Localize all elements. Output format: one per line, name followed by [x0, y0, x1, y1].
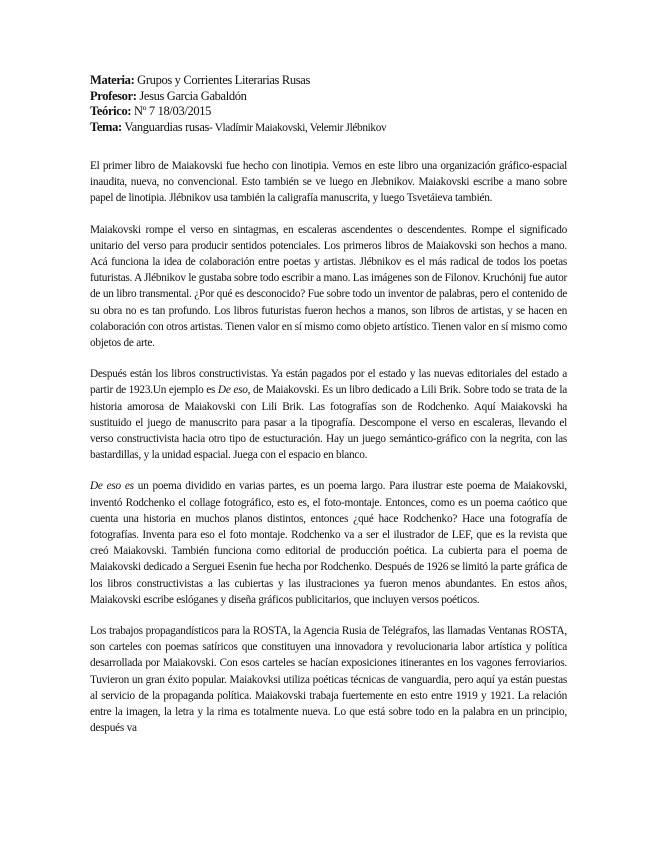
paragraph-3 — [90, 366, 567, 463]
lecture-value: Nº 7 18/03/2015 — [131, 104, 212, 118]
paragraph-3-text-a: Después están los libros constructivistas. Ya están pagados por el estado y las nuevas editoriales del estado a partir de 1923.Un ejemplo es — [90, 368, 567, 397]
subject-value: Grupos y Corrientes Literarias Rusas — [134, 73, 310, 87]
lecture-label: Teórico: — [90, 104, 132, 118]
paragraph-5: Los trabajos propagandísticos para la ROSTA, la Agencia Rusia de Telégrafos, las llamadas Ventanas ROSTA, son carteles con poemas satíricos que constituyen una innovadora y revolucionaria labor artística y política desarrollada por Maiakovski. Con esos carteles se hacían exposiciones itinerantes en los vagones ferroviarios. Tuvieron un gran éxito popular. Maiakovksi utiliza poéticas técnicas de vanguardia, pero aquí ya están puestas al servicio de la propaganda política. Maiakovski trabaja fuertemente en esto entre 1919 y 1921. La relación entre la imagen, la letra y la rima es totalmente nueva. Lo que está sobre todo en la palabra en un principio, después va — [90, 625, 567, 735]
subject-label: Materia: — [90, 73, 135, 87]
topic-value-detail: - Vladímir Maiakovski, Velemir Jlébnikov — [209, 121, 387, 134]
topic-value: Vanguardias rusas — [121, 119, 210, 134]
paragraph-4-text: un poema dividido en varias partes, es un poema largo. Para ilustrar este poema de Maiakovski, inventó Rodchenko el collage fotográfico, esto es, el foto-montaje. Entonces, como es un poema caótico que cuenta una historia en muchos planos distintos, entonces ¿qué hace Rodchenko? Hace una fotografía de fotografías. Inventa para eso el foto montaje. Rodchenko va a ser el ilustrador de LEF, que es la revista que creó Maiakovski. También funciona como editorial de producción poética. La cubierta para el poema de Maiakovski dedicado a Serguei Esenin fue hecha por Rodchenko. Después de 1926 se limitó la parte gráfica de los libros constructivistas a las cubiertas y las ilustraciones ya fueron menos abundantes. En estos años, Maiakovski escribe eslóganes y diseña gráficos publicitarios, que incluyen versos poéticos. — [90, 480, 567, 606]
topic-line — [90, 120, 570, 137]
paragraph-3-text-b: , de Maiakovski. Es un libro dedicado a Lili Brik. Sobre todo se trata de la historia amorosa de Maiakovski con Lili Brik. Las fotografías son de Rodchenko. Aquí Maiakovski ha sustituido el juego de manuscrito para pasar a la tipografía. Descompone el verso en escaleras, llevando el verso constructivista hacia otro tipo de estucturación. Hay un juego semántico-gráfico con la negrita, con las bastardillas, y la unidad espacial. Juega con el espacio en blanco. — [90, 384, 567, 462]
professor-value: Jesus Garcia Gabaldón — [136, 88, 247, 103]
book-title-de-eso: De eso — [217, 384, 248, 397]
topic-label: Tema: — [90, 119, 122, 134]
paragraph-2: Maiakovski rompe el verso en sintagmas, en escaleras ascendentes o descendentes. Rompe el significado unitario del verso para producir sentidos potenciales. Los primeros libros de Maiakovski son hechos a mano. Acá funciona la idea de colaboración entre poetas y artistas. Jlébnikov es el más radical de todos los poetas futuristas. A Jlébnikov le gustaba sobre todo escribir a mano. Las imágenes son de Filonov. Kruchónij fue autor de un libro transmental. ¿Por qué es desconocido? Fue sobre todo un inventor de palabras, pero el contenido de su obra no es tan profundo. Los libros futuristas fueron hechos a manos, son libros de artistas, y se hacen en colaboración con otros artistas. Tienen valor en sí mismo como objeto artístico. Tienen valor en sí mismo como objetos de arte. — [90, 223, 567, 350]
professor-line — [90, 89, 570, 105]
subject-line — [90, 73, 570, 89]
book-title-de-eso-es: De eso es — [90, 480, 134, 493]
professor-label: Profesor: — [90, 88, 137, 103]
paragraph-4 — [90, 478, 567, 608]
document-body — [90, 158, 567, 737]
paragraph-1: El primer libro de Maiakovski fue hecho con linotipia. Vemos en este libro una organización gráfico-espacial inaudita, nueva, no convencional. Esto también se ve luego en Jlebnikov. Maiakovski escribe a mano sobre papel de linotipia. Jlébnikov usa también la caligrafía manuscrita, y luego Tsvetáieva también. — [90, 160, 567, 205]
document-header — [90, 73, 570, 136]
lecture-line — [90, 104, 570, 120]
